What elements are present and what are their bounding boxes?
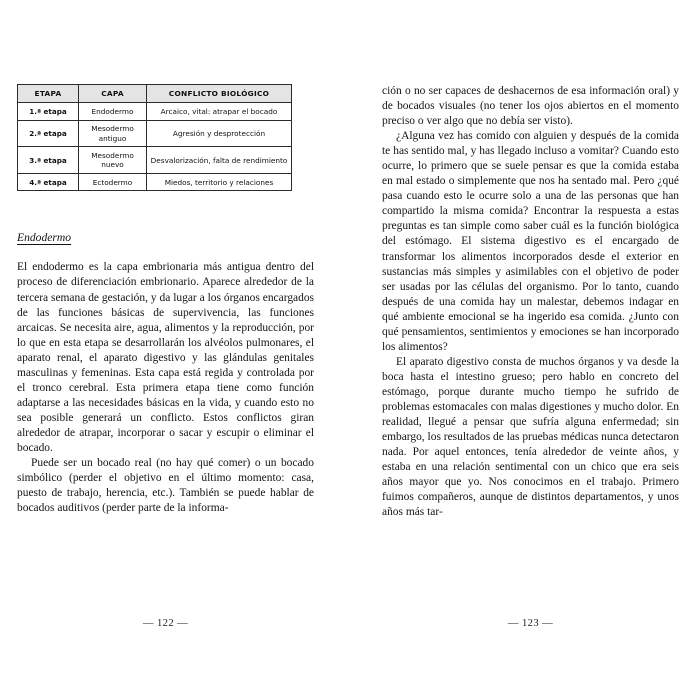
table-row	[18, 103, 292, 120]
table-header-capa: CAPA	[79, 85, 147, 103]
left-page-column	[17, 84, 314, 516]
table-cell-capa: Mesodermo nuevo	[79, 147, 147, 174]
paragraph: El aparato digestivo consta de muchos órganos y va desde la boca hasta el intestino grueso; pero hablo en concreto del estómago, porque durante mucho tiempo he sufrido de problemas estomacales con malas digestiones y mucho dolor. En realidad, llegué a pensar que sufría alguna enfermedad; sin embargo, los resultados de las pruebas médicas nunca detectaron nada. Por aquel entonces, tenía alrededor de veinte años, y estaba en una relación sentimental con un chico que era seis años mayor que yo. Nos conocimos en el trabajo. Primero fuimos compañeros, aunque de distintos departamentos, y unos años más tar-	[382, 355, 679, 519]
left-page-body	[17, 260, 314, 516]
table-cell-conflicto: Desvalorización, falta de rendimiento	[147, 147, 292, 174]
table-row	[18, 147, 292, 174]
table-cell-conflicto: Arcaico, vital: atrapar el bocado	[147, 103, 292, 120]
table-cell-etapa: 4.ª etapa	[18, 174, 79, 191]
table-header-row	[18, 85, 292, 103]
paragraph: Puede ser un bocado real (no hay qué comer) o un bocado simbólico (perder el objetivo en el último momento: casa, puesto de trabajo, herencia, etc.). También se puede hablar de bocados auditivos (perder parte de la informa-	[17, 457, 314, 515]
right-page-body	[382, 84, 679, 520]
page-number-left: — 122 —	[142, 618, 189, 629]
table-cell-capa: Endodermo	[79, 103, 147, 120]
paragraph: ción o no ser capaces de deshacernos de esa información oral) y de bocados visuales (no tener los ojos abiertos en el momento preciso o ver algo que no debía ser visto).	[382, 85, 679, 128]
page-number-right: — 123 —	[507, 618, 554, 629]
section-heading-endodermo: Endodermo	[17, 231, 72, 245]
stage-layer-conflict-table	[17, 84, 292, 191]
right-page-column	[382, 84, 679, 520]
table-cell-capa: Mesodermo antiguo	[79, 120, 147, 147]
table-cell-conflicto: Miedos, territorio y relaciones	[147, 174, 292, 191]
table-header-conflicto: CONFLICTO BIOLÓGICO	[147, 85, 292, 103]
paragraph: ¿Alguna vez has comido con alguien y después de la comida te has sentido mal, y has llegado incluso a vomitar? Cuando esto ocurre, lo primero que se suele pensar es que la comida estaba en mal estado o simplemente que nos ha sentado mal. Pero ¿qué pasa cuando esto le ocurre solo a una de las personas que han compartido la misma comida? Encontrar la respuesta a estas preguntas es tan simple como saber cuál es la función biológica del estómago. El sistema digestivo es el encargado de transformar los alimentos incorporados desde el exterior en sustancias más simples y asimilables con el objetivo de poder ser usadas por las células del organismo. Por lo tanto, cuando después de una comida hay un malestar, debemos indagar en qué ambiente emocional se ha ingerido esa comida. ¿Junto con qué pensamientos, sentimientos y emociones se han incorporado los alimentos?	[382, 130, 679, 353]
table-cell-etapa: 3.ª etapa	[18, 147, 79, 174]
table-cell-etapa: 2.ª etapa	[18, 120, 79, 147]
section-heading-wrap	[17, 228, 314, 246]
table-cell-capa: Ectodermo	[79, 174, 147, 191]
table-cell-conflicto: Agresión y desprotección	[147, 120, 292, 147]
table-header-etapa: ETAPA	[18, 85, 79, 103]
paragraph: El endodermo es la capa embrionaria más antigua dentro del proceso de diferenciación embrionario. Aparece alrededor de la tercera semana de gestación, y da lugar a los órganos encargados de las funciones básicas de supervivencia, las funciones arcaicas. Se necesita aire, agua, alimentos y la reproducción, por lo que en esta etapa se desarrollarán los alvéolos pulmonares, el aparato renal, el aparato digestivo y las glándulas genitales masculinas y femeninas. Esta capa está regida y controlada por el tronco cerebral. Esta primera etapa tiene como función adaptarse a las necesidades básicas en la vida, y cuando esto no sea posible generará un conflicto. Estos conflictos giran alrededor de atrapar, incorporar o sacar y escupir o eliminar el bocado.	[17, 261, 314, 454]
table-row	[18, 174, 292, 191]
table-row	[18, 120, 292, 147]
table-cell-etapa: 1.ª etapa	[18, 103, 79, 120]
